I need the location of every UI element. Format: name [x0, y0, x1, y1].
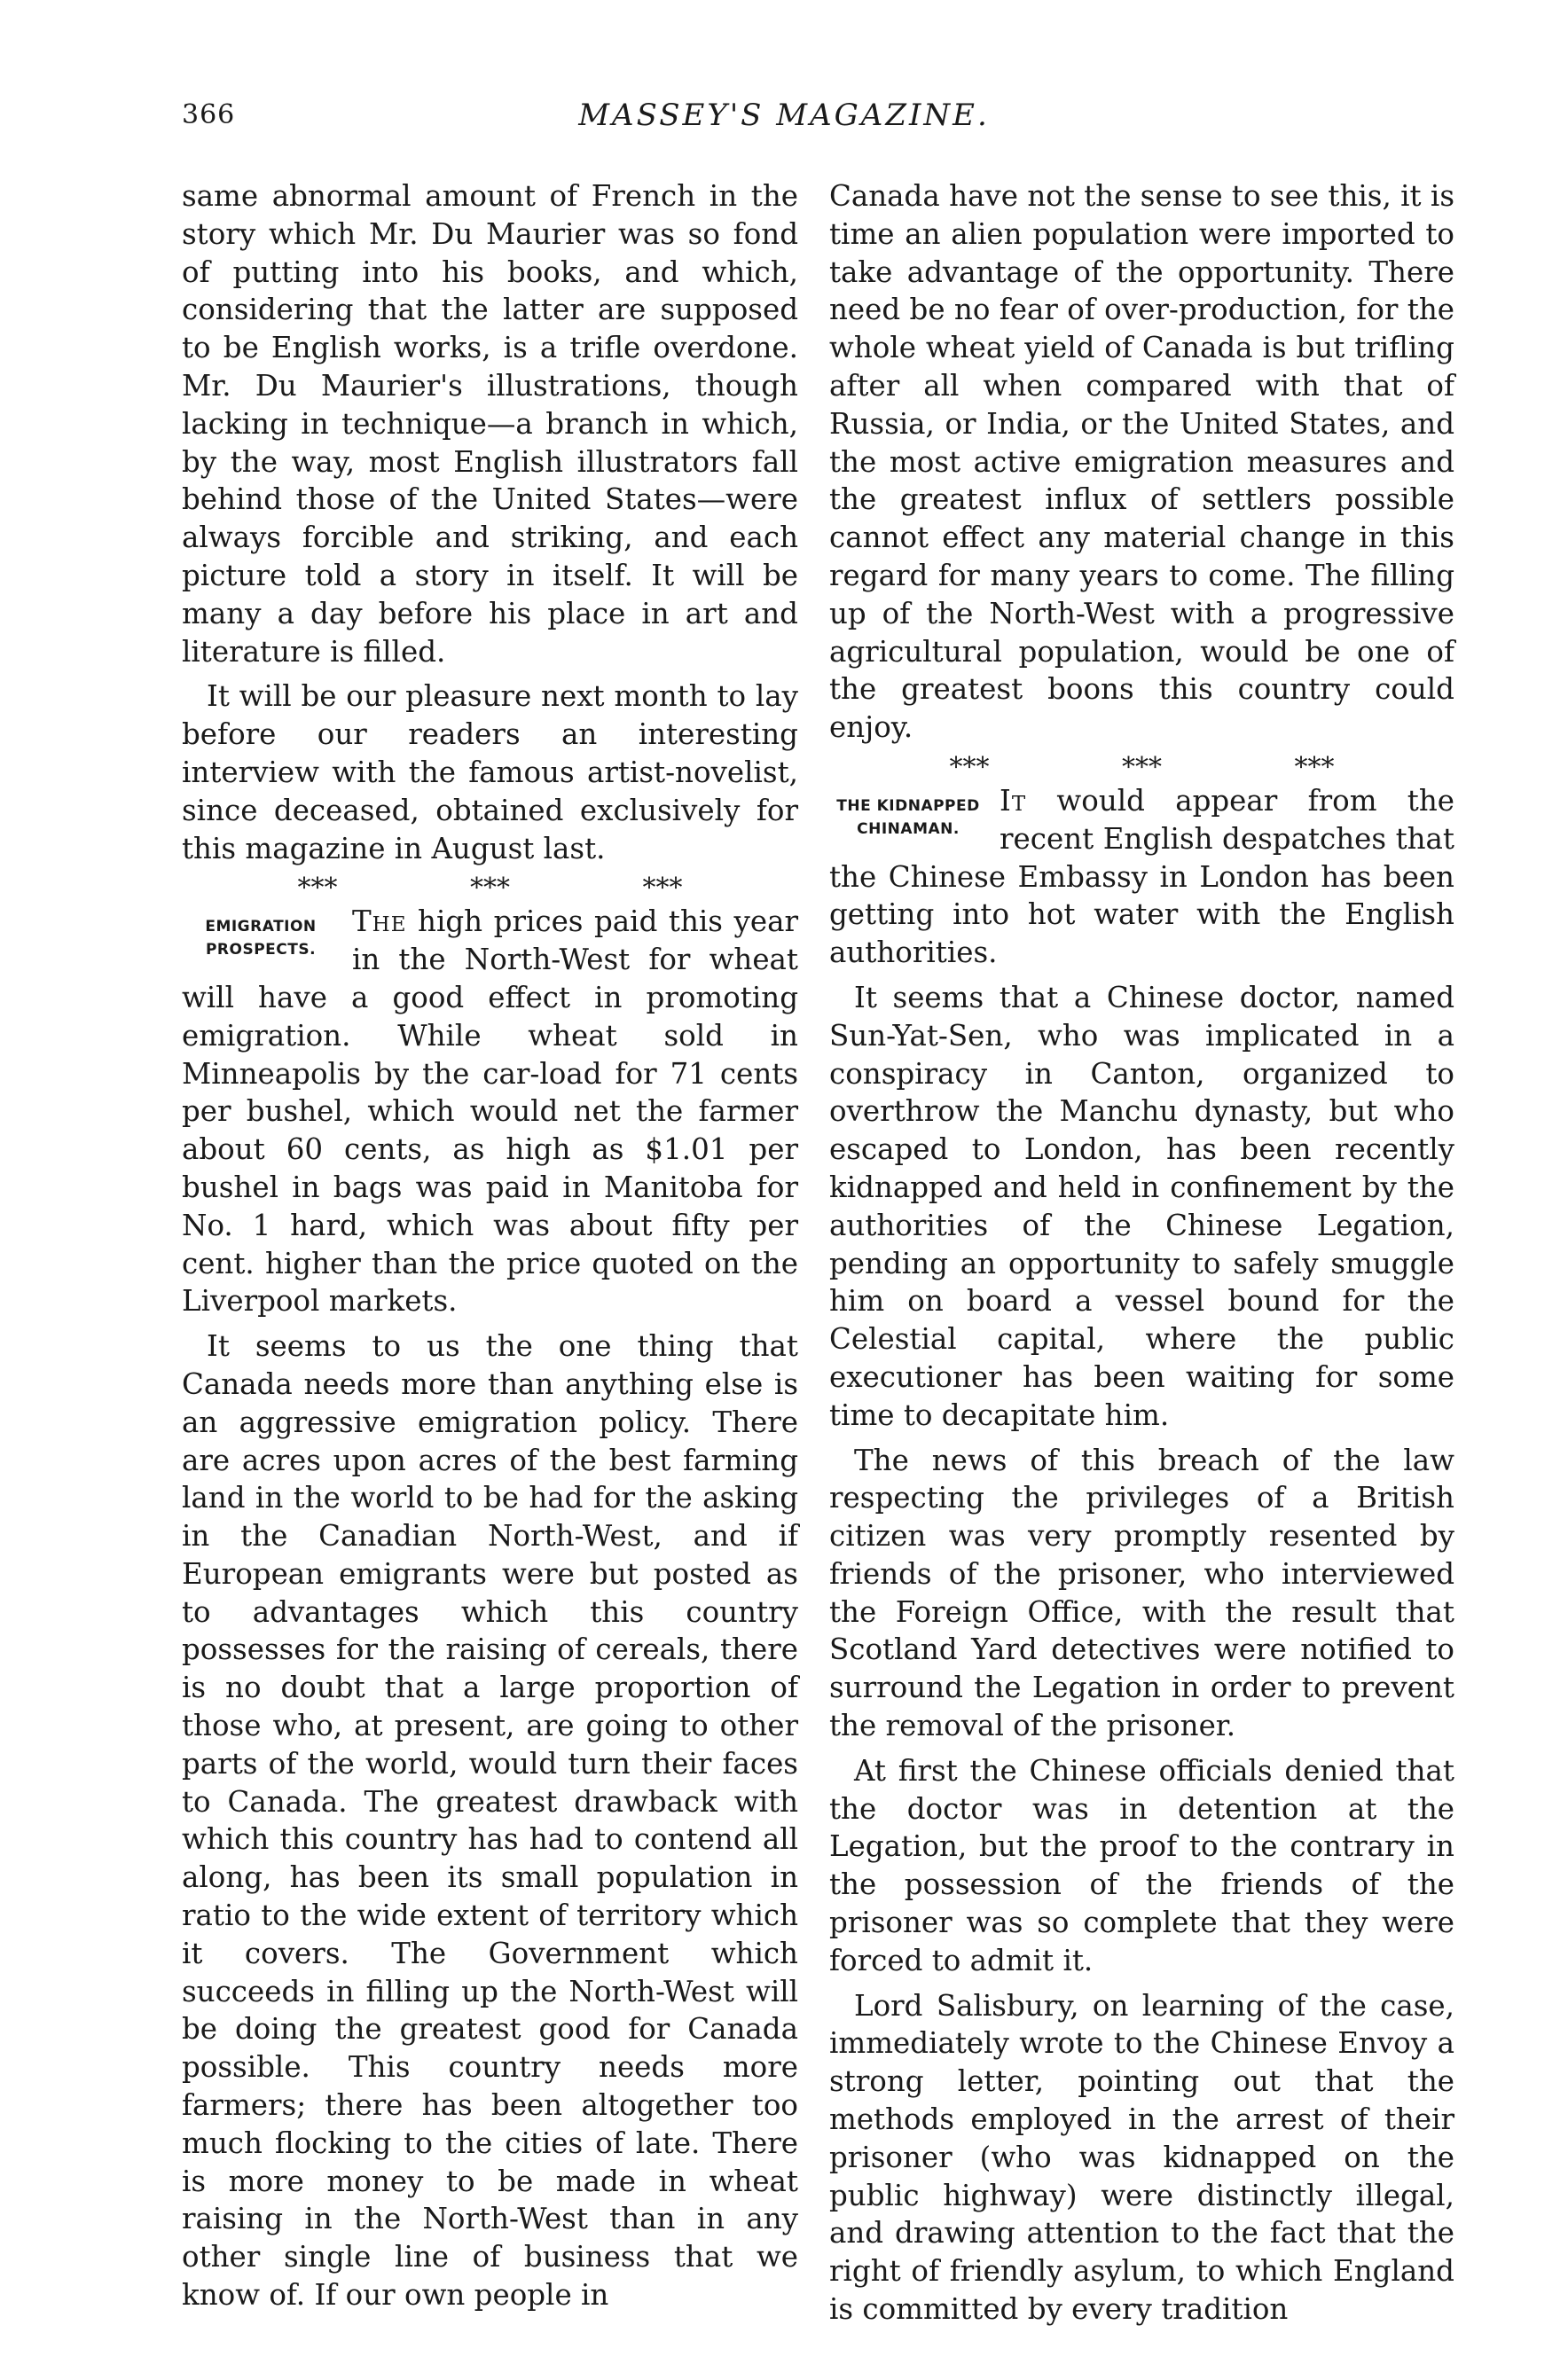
paragraph-text: high prices paid this year in the North-West for wheat will have a good effect in promoting emigration. While wheat sold in Minneapolis by the car-load for 71 cents per bushel, which would net the farmer about 60 cents, as high as $1.01 per bushel in bags was paid in Manitoba for No. 1 hard, which was about fifty per cent. higher than the price quoted on the Liverpool markets.: [182, 904, 798, 1319]
section-heading-line: PROSPECTS.: [205, 941, 317, 959]
page-number: 366: [182, 99, 236, 130]
paragraph-emigration-policy: It seems to us the one thing that Canada needs more than anything else is an aggressive emigration policy. There are acres upon acres of the best farming land in the world to be had for the asking in the Canadian North-West, and if European emigrants were but posted as to advantages which this country possesses for the raising of cereals, there is no doubt that a large proportion of those who, at present, are going to other parts of the world, would turn their faces to Canada. The greatest drawback with which this country has had to contend all along, has been its small population in ratio to the wide extent of territory which it covers. The Government which succeeds in filling up the North-West will be doing the greatest good for Canada possible. This country needs more farmers; there has been altogether too much flocking to the cities of late. There is more money to be made in wheat raising in the North-West than in any other single line of business that we know of. If our own people in: [182, 1329, 798, 2313]
running-title: MASSEY'S MAGAZINE.: [578, 98, 990, 133]
lead-word: The: [352, 904, 407, 939]
section-heading-line: CHINAMAN.: [857, 819, 960, 838]
paragraph-emigration-continued: Canada have not the sense to see this, it is time an alien population were imported to take advantage of the opportunity. There need be no fear of over-production, for the whole wheat yield of Canada is but trifling after all when compared with that of Russia, or India, or the United States, and the most active emigration measures and the greatest influx of settlers possible cannot effect any material change in this regard for many years to come. The filling up of the North-West with a progressive agricultural population, would be one of the greatest boons this country could enjoy.: [829, 179, 1454, 745]
paragraph-interview-notice: It will be our pleasure next month to lay before our readers an interesting interview with the famous artist-novelist, since deceased, obtained exclusively for this magazine in August last.: [182, 679, 798, 865]
right-column: [829, 177, 1454, 2336]
section-divider-stars: *** *** ***: [297, 873, 683, 904]
section-heading-line: THE KIDNAPPED: [836, 796, 980, 815]
section-heading-line: EMIGRATION: [205, 918, 317, 936]
paragraph-text: would appear from the recent English despatches that the Chinese Embassy in London has been getting into hot water with the English authorities.: [829, 783, 1454, 970]
paragraph-wheat-prices: [182, 903, 798, 1320]
paragraph-breach-of-law: The news of this breach of the law respecting the privileges of a British citizen was very promptly resented by friends of the prisoner, who interviewed the Foreign Office, with the result that Scotland Yard detectives were notified to surround the Legation in order to prevent the removal of the prisoner.: [829, 1443, 1454, 1743]
section-heading-emigration-prospects: [182, 915, 340, 961]
section-heading-kidnapped-chinaman: [829, 795, 987, 841]
lead-word: It: [1000, 783, 1027, 818]
paragraph-sun-yat-sen: It seems that a Chinese doctor, named Sun-Yat-Sen, who was implicated in a conspiracy in Canton, organized to overthrow the Manchu dynasty, but who escaped to London, has been recently kidnapped and held in confinement by the authorities of the Chinese Legation, pending an opportunity to safely smuggle him on board a vessel bound for the Celestial capital, where the public executioner has been waiting for some time to decapitate him.: [829, 980, 1454, 1432]
paragraph-lord-salisbury: Lord Salisbury, on learning of the case, immediately wrote to the Chinese Envoy a strong letter, pointing out that the methods employed in the arrest of their prisoner (who was kidnapped on the public highway) were distinctly illegal, and drawing attention to the fact that the right of friendly asylum, to which England is committed by every tradition: [829, 1988, 1454, 2327]
paragraph-du-maurier-continued: same abnormal amount of French in the story which Mr. Du Maurier was so fond of putting into his books, and which, considering that the latter are supposed to be English works, is a trifle overdone. Mr. Du Maurier's illustrations, though lacking in technique—a branch in which, by the way, most English illustrators fall behind those of the United States—were always forcible and striking, and each picture told a story in itself. It will be many a day before his place in art and literature is filled.: [182, 179, 798, 669]
left-column: [182, 177, 798, 2321]
paragraph-officials-denied: At first the Chinese officials denied that the doctor was in detention at the Legation, but the proof to the contrary in the possession of the friends of the prisoner was so complete that they were forced to admit it.: [829, 1753, 1454, 1977]
section-divider-stars: *** *** ***: [949, 751, 1335, 783]
